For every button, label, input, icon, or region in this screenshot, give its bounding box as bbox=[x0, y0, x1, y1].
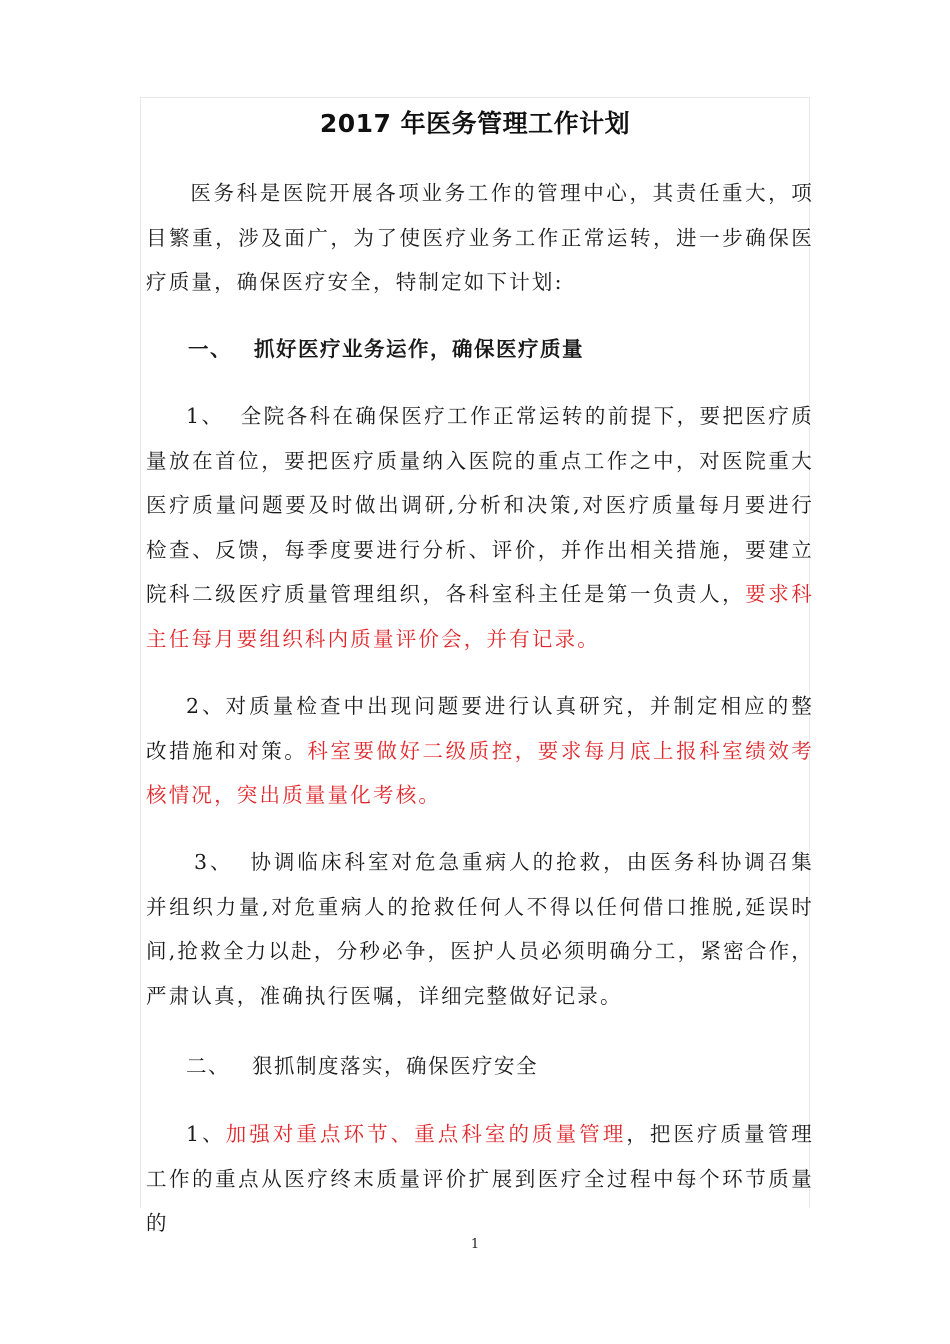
section1-item2-red: 科室要做好二级质控，要求每月底上报科室绩效考核情况，突出质量量化考核。 bbox=[146, 738, 814, 807]
section1-heading bbox=[146, 334, 814, 364]
section1-item1 bbox=[146, 394, 814, 661]
section1-item2-text: 2、对质量检查中出现问题要进行认真研究，并制定相应的整改措施和对策。 bbox=[146, 694, 814, 763]
section1-item1-num: 1、 bbox=[186, 404, 225, 428]
section1-item2 bbox=[146, 684, 814, 818]
intro-text: 医务科是医院开展各项业务工作的管理中心，其责任重大，项目繁重，涉及面广，为了使医疗业务工作正常运转，进一步确保医疗质量，确保医疗安全，特制定如下计划: bbox=[146, 181, 814, 294]
section1-item1-text: 全院各科在确保医疗工作正常运转的前提下，要把医疗质量放在首位，要把医疗质量纳入医院的重点工作之中，对医院重大医疗质量问题要及时做出调研,分析和决策,对医疗质量每月要进行检查、反馈，每季度要进行分析、评价，并作出相关措施，要建立院科二级医疗质量管理组织，各科室科主任是第一负责人， bbox=[146, 404, 814, 606]
intro-paragraph bbox=[146, 171, 814, 305]
document-title: 2017 年医务管理工作计划 bbox=[319, 109, 631, 138]
section1-item3-num: 3、 bbox=[194, 850, 234, 874]
section1-heading-text: 抓好医疗业务运作，确保医疗质量 bbox=[254, 337, 584, 361]
page-number: 1 bbox=[470, 1237, 480, 1252]
section1-item3-text: 协调临床科室对危急重病人的抢救，由医务科协调召集并组织力量,对危重病人的抢救任何人不得以任何借口推脱,延误时间,抢救全力以赴，分秒必争，医护人员必须明确分工，紧密合作，严肃认真，准确执行医嘱，详细完整做好记录。 bbox=[146, 850, 814, 1008]
section1-item3 bbox=[146, 840, 814, 1018]
section1-heading-num: 一、 bbox=[188, 337, 232, 361]
section2-heading-num: 二、 bbox=[186, 1054, 230, 1078]
section2-item1-text: ，把医疗质量管理工作的重点从医疗终末质量评价扩展到医疗全过程中每个环节质量的 bbox=[146, 1122, 814, 1235]
section2-item1-num: 1、 bbox=[186, 1122, 226, 1146]
section2-item1 bbox=[146, 1112, 814, 1246]
section1-item1-red: 要求科主任每月要组织科内质量评价会，并有记录。 bbox=[146, 582, 814, 651]
section2-heading-text: 狠抓制度落实，确保医疗安全 bbox=[252, 1054, 538, 1078]
section2-item1-red: 加强对重点环节、重点科室的质量管理 bbox=[225, 1122, 627, 1146]
section2-heading bbox=[146, 1051, 814, 1081]
